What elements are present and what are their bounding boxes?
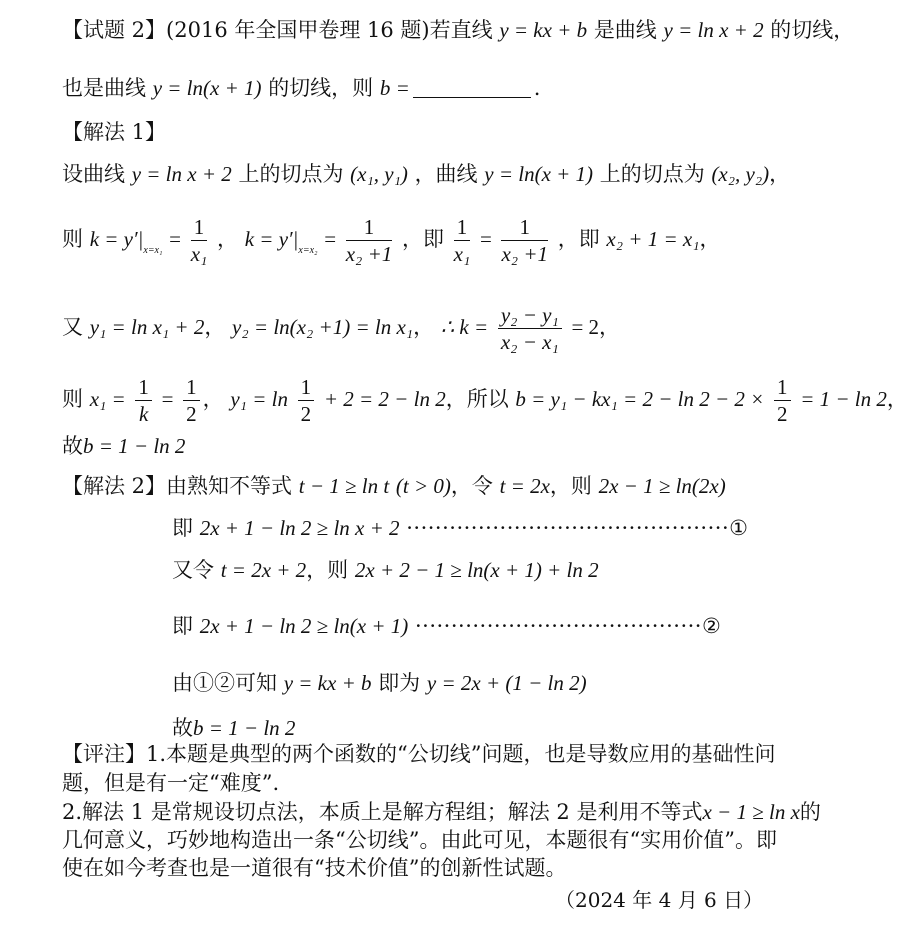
m1-frac-half2-num: 1: [298, 374, 315, 401]
m2-line-eq: y = kx + b: [283, 671, 372, 695]
m2-l5-a: 由①②可知: [172, 671, 277, 695]
m2-leader-dots-2: ········································: [414, 614, 702, 638]
m1-frac4-num: 1: [501, 214, 548, 241]
m1-frac4: [501, 214, 548, 267]
m1-x1-eq: x₁ =: [89, 387, 126, 411]
comment-line-4: 几何意义，巧妙地构造出一条“公切线”。由此可见，本题很有“实用价值”。即: [62, 828, 777, 852]
m1-frac-half1-num: 1: [183, 374, 200, 401]
m2-l1-a: 由熟知不等式: [166, 474, 293, 498]
m2-l2-ie: 即: [172, 516, 193, 540]
comment-p2a: 2.解法 1 是常规设切点法，本质上是解方程组；解法 2 是利用不等式: [62, 800, 703, 824]
m1-slope-num: y₂ − y₁: [498, 302, 562, 329]
m2-final-answer: b = 1 − ln 2: [193, 716, 296, 740]
eq-line: y = kx + b: [499, 18, 588, 42]
m1-curve2: y = ln(x + 1): [484, 162, 594, 186]
m2-cond: (t > 0): [395, 474, 451, 498]
m1-frac-half3: [774, 374, 791, 427]
m2-known-ineq: t − 1 ≥ ln t: [298, 474, 390, 498]
comment-line-2: 题，但是有一定“难度”.: [62, 771, 280, 795]
m1-therefore-k: ∴ k =: [440, 315, 489, 339]
m1-y1-ln: y₁ = ln: [230, 387, 288, 411]
method1-line-2: [62, 214, 721, 267]
problem-stem-a: 若直线: [429, 18, 493, 42]
m1-y1-value: + 2 = 2 − ln 2: [323, 387, 446, 411]
eq-curve1: y = ln x + 2: [663, 18, 764, 42]
problem-source: (2016 年全国甲卷理 16 题): [166, 18, 430, 42]
m1-frac2-den: x₂ +1: [345, 242, 393, 266]
method2-heading: 【解法 2】: [62, 474, 167, 498]
problem-tag: 【试题 2】: [62, 18, 167, 42]
m1-slope-den: x₂ − x₁: [500, 330, 559, 354]
m1-point1: (x₁, y₁): [350, 162, 408, 186]
method2-line-3: [172, 556, 599, 584]
m1-l5-hence: 故: [62, 434, 83, 458]
m1-frac-half3-den: 2: [777, 402, 788, 426]
m1-slope-frac: [498, 302, 562, 355]
m1-l3-sep3: ，: [599, 315, 621, 339]
method1-line-3: [62, 302, 620, 355]
method1-line-5: [62, 432, 185, 460]
method1-line-1: [62, 160, 790, 188]
eq-curve2: y = ln(x + 1): [152, 76, 262, 100]
method2-line-4: [172, 612, 721, 640]
m1-frac1-num: 1: [191, 214, 208, 241]
m1-slope-val: = 2: [571, 315, 600, 339]
m1-frac2-num: 1: [346, 214, 393, 241]
m1-l4-sep1: ，: [202, 387, 224, 411]
m1-frac1-den: x₁: [190, 242, 208, 266]
method2-line-1: [62, 472, 726, 500]
m2-sub1: t = 2x: [499, 474, 550, 498]
problem-line-2: [62, 74, 540, 102]
m1-ie2: ，即: [557, 227, 600, 251]
m1-k-deriv1: k = y′|: [89, 227, 144, 251]
m1-frac3: [454, 214, 471, 267]
method2-line-6: [172, 714, 295, 742]
m1-eq2: =: [324, 227, 337, 251]
m1-eq3: =: [479, 227, 492, 251]
m1-l2-then: 则: [62, 227, 83, 251]
m1-frac3-den: x₁: [453, 242, 471, 266]
m1-frac-half1-den: 2: [186, 402, 197, 426]
comment-ineq: x − 1 ≥ ln x: [702, 800, 800, 824]
m1-l4-sep2: ，: [886, 387, 908, 411]
m1-l1-e: ，: [769, 162, 791, 186]
m1-frac-1k-den: k: [139, 402, 149, 426]
m2-mark-1: ①: [729, 516, 748, 540]
m1-b-result: = 1 − ln 2: [800, 387, 887, 411]
m1-y2-eq: y₂ = ln(x₂ +1) = ln x₁: [232, 315, 414, 339]
m1-ie1: ，即: [401, 227, 444, 251]
comment-line-5: 使在如今考查也是一道很有“技术价值”的创新性试题。: [62, 856, 567, 880]
m1-frac1: [191, 214, 208, 267]
m2-ineq-one: 2x + 1 − ln 2 ≥ ln x + 2: [199, 516, 400, 540]
m1-curve1: y = ln x + 2: [131, 162, 232, 186]
m1-at1: x=x₁: [143, 245, 163, 256]
m2-ineq1: 2x − 1 ≥ ln(2x): [598, 474, 726, 498]
m2-ineq2: 2x + 2 − 1 ≥ ln(x + 1) + ln 2: [354, 558, 599, 582]
method2-line-2: [172, 514, 748, 542]
m1-l4-so: ，所以: [445, 387, 509, 411]
method2-line-5: [172, 669, 587, 697]
m1-at2: x=x₂: [298, 245, 318, 256]
m1-final-answer: b = 1 − ln 2: [83, 434, 186, 458]
m1-frac-half2-den: 2: [300, 402, 312, 426]
m1-frac-half2: [298, 374, 315, 427]
m1-eq1: =: [169, 227, 182, 251]
m1-k-deriv2: k = y′|: [244, 227, 299, 251]
m1-y1-eq: y₁ = ln x₁ + 2: [89, 315, 205, 339]
m1-frac-1k: [135, 374, 152, 427]
m1-l2-result: x₂ + 1 = x₁: [606, 227, 700, 251]
method1-heading: 【解法 1】: [62, 120, 167, 144]
m2-ineq-two: 2x + 1 − ln 2 ≥ ln(x + 1): [199, 614, 409, 638]
m1-l1-d: 上的切点为: [599, 162, 705, 186]
m2-leader-dots-1: ·············································: [406, 516, 730, 540]
m1-frac3-num: 1: [454, 214, 471, 241]
problem-end: .: [533, 76, 541, 100]
m1-frac-1k-num: 1: [135, 374, 152, 401]
m2-l3-then: ，则: [306, 558, 349, 582]
m2-l5-b: 即为: [378, 671, 421, 695]
m1-point2: (x₂, y₂): [711, 162, 770, 186]
method1-line-4: [62, 374, 908, 427]
m1-l1-b: 上的切点为: [238, 162, 344, 186]
m1-l4-then: 则: [62, 387, 83, 411]
m2-mark-2: ②: [701, 614, 721, 638]
m2-l1-c: ，则: [549, 474, 592, 498]
problem-line-1: [62, 16, 854, 44]
m2-l1-b: ，令: [450, 474, 493, 498]
answer-blank: [413, 77, 531, 98]
m1-frac4-den: x₂ +1: [501, 242, 549, 266]
m1-frac2: [346, 214, 393, 267]
m1-l1-a: 设曲线: [62, 162, 125, 186]
m1-frac-half3-num: 1: [774, 374, 791, 401]
m1-frac-half1: [183, 374, 200, 427]
comment-line-1: 【评注】1.本题是典型的两个函数的“公切线”问题，也是导数应用的基础性问: [62, 742, 776, 766]
m2-l6-hence: 故: [172, 716, 193, 740]
m1-l3-sep2: ，: [413, 315, 435, 339]
m1-l2-end: ，: [699, 227, 721, 251]
m1-b-expr: b = y₁ − kx₁ = 2 − ln 2 − 2 ×: [515, 387, 765, 411]
m2-sub2: t = 2x + 2: [220, 558, 307, 582]
m1-l1-c: ，曲线: [414, 162, 478, 186]
m2-l3-also: 又令: [172, 558, 214, 582]
m2-l4-ie: 即: [172, 614, 193, 638]
problem-stem-c: 的切线，: [770, 18, 855, 42]
answer-ask: b =: [379, 76, 410, 100]
problem-line2-b: 的切线，则: [268, 76, 374, 100]
document-date: （2024 年 4 月 6 日）: [555, 888, 764, 912]
m2-common-tangent: y = 2x + (1 − ln 2): [426, 671, 587, 695]
m1-l3-sep1: ，: [204, 315, 226, 339]
comment-line-3: [62, 798, 821, 826]
m1-l3-also: 又: [62, 315, 83, 339]
problem-line2-a: 也是曲线: [62, 76, 146, 100]
comment-p2b: 的: [799, 800, 821, 824]
m1-l4-eq1: =: [161, 387, 174, 411]
problem-stem-b: 是曲线: [593, 18, 657, 42]
m1-sep1: ，: [217, 227, 239, 251]
